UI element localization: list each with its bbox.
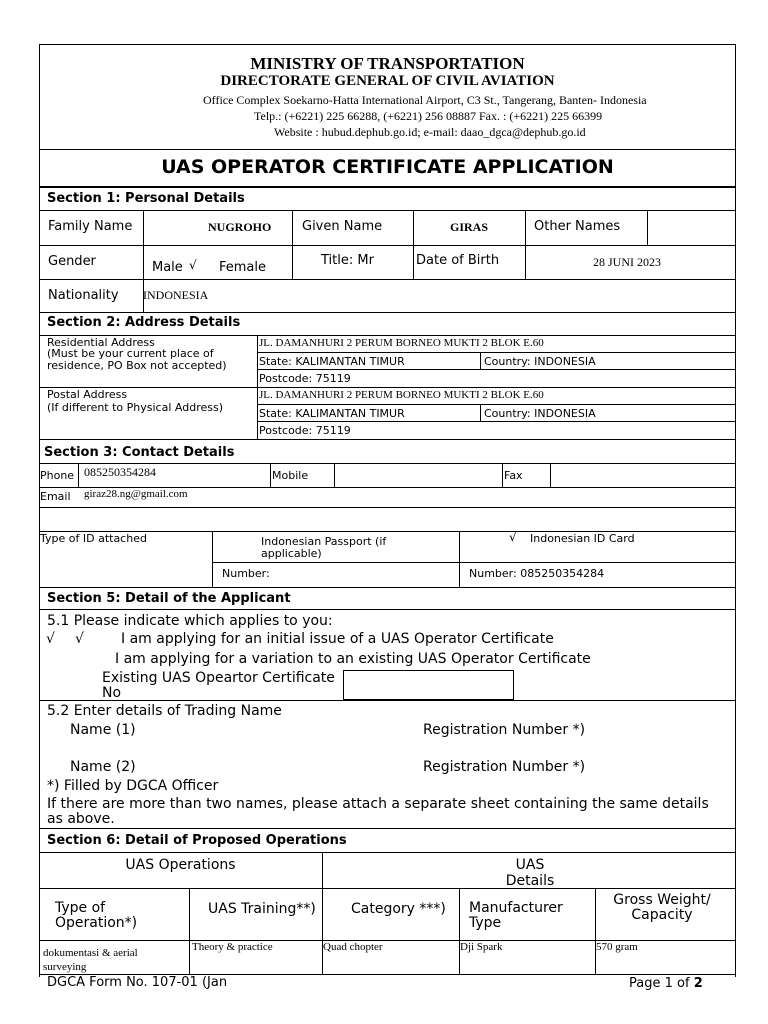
row-gross-weight[interactable]: 570 gram — [596, 941, 638, 953]
nationality-label: Nationality — [48, 288, 119, 303]
postal-country[interactable]: Country: INDONESIA — [484, 407, 596, 420]
mobile-label: Mobile — [272, 469, 309, 482]
check-mark-1: √ — [46, 631, 55, 647]
col-manufacturer-type: Manufacturer Type — [469, 900, 563, 931]
existing-certificate-label: Existing UAS Opeartor Certificate No — [102, 670, 335, 701]
postal-street[interactable]: JL. DAMANHURI 2 PERUM BORNEO MUKTI 2 BLOK E.60 — [259, 389, 544, 401]
divider — [270, 463, 271, 487]
divider — [459, 888, 460, 974]
title-label: Title: Mr — [321, 253, 374, 268]
other-names-label: Other Names — [534, 219, 621, 234]
header-address: Office Complex Soekarno-Hatta International Airport, C3 St., Tangerang, Banten- Indonesia — [203, 93, 647, 107]
trading-name-1[interactable]: Name (1) — [70, 722, 136, 738]
residential-postcode[interactable]: Postcode: 75119 — [259, 372, 351, 385]
q52-label: 5.2 Enter details of Trading Name — [47, 703, 282, 719]
page-prefix: Page — [629, 976, 665, 991]
divider — [78, 463, 79, 487]
postal-state[interactable]: State: KALIMANTAN TIMUR — [259, 407, 405, 420]
id-card-number[interactable]: Number: 085250354284 — [469, 567, 605, 580]
divider — [39, 439, 736, 440]
gender-label: Gender — [48, 254, 96, 269]
divider — [39, 587, 736, 588]
divider — [39, 609, 736, 610]
outer-border-right — [735, 44, 736, 977]
divider — [292, 210, 293, 279]
divider — [39, 852, 736, 853]
mobile-field[interactable] — [335, 464, 501, 486]
divider — [525, 210, 526, 279]
passport-option[interactable]: Indonesian Passport (if applicable) — [261, 535, 387, 560]
fax-label: Fax — [504, 469, 523, 482]
residential-street[interactable]: JL. DAMANHURI 2 PERUM BORNEO MUKTI 2 BLOK E.60 — [259, 337, 544, 349]
initial-issue-option[interactable]: I am applying for an initial issue of a UAS Operator Certificate — [121, 631, 554, 647]
footer-form-number: DGCA Form No. 107-01 (Jan — [47, 975, 228, 990]
postal-postcode[interactable]: Postcode: 75119 — [259, 424, 351, 437]
row-category[interactable]: Quad chopter — [323, 941, 383, 953]
page-current: 1 — [664, 976, 673, 991]
id-card-check: √ — [509, 530, 517, 544]
divider — [459, 531, 460, 587]
residential-label: Residential Address — [47, 336, 155, 349]
form-title: UAS OPERATOR CERTIFICATE APPLICATION — [161, 156, 614, 178]
passport-number-label[interactable]: Number: — [222, 567, 270, 580]
section2-title: Section 2: Address Details — [47, 315, 241, 330]
uas-operations-header: UAS Operations — [125, 857, 236, 873]
nationality-value[interactable]: INDONESIA — [143, 288, 209, 302]
divider — [257, 404, 736, 405]
divider — [322, 852, 323, 889]
id-card-option[interactable]: Indonesian ID Card — [530, 532, 635, 545]
divider — [189, 888, 190, 974]
divider — [257, 369, 736, 370]
uas-details-header: UAS Details — [505, 857, 555, 889]
male-check: √ — [189, 258, 197, 272]
attach-note: If there are more than two names, please attach a separate sheet containing the same details as above. — [47, 796, 709, 827]
divider — [212, 531, 213, 587]
postal-note: (If different to Physical Address) — [47, 401, 223, 414]
divider — [39, 312, 736, 313]
col-category: Category ***) — [351, 901, 446, 917]
row-type-of-operation[interactable]: dokumentasi & aerial surveying — [43, 947, 138, 973]
divider — [39, 507, 736, 508]
directorate-title: DIRECTORATE GENERAL OF CIVIL AVIATION — [220, 73, 555, 89]
fax-field[interactable] — [551, 464, 734, 486]
page-of: of — [672, 976, 694, 991]
divider — [39, 186, 736, 188]
section3-title: Section 3: Contact Details — [44, 445, 235, 460]
divider — [502, 463, 503, 487]
divider — [413, 210, 414, 279]
male-label[interactable]: Male — [152, 260, 183, 275]
page-total: 2 — [693, 976, 703, 991]
dob-value[interactable]: 28 JUNI 2023 — [593, 255, 661, 269]
registration-number-1[interactable]: Registration Number *) — [423, 722, 586, 738]
id-type-label: Type of ID attached — [40, 532, 147, 545]
postal-label: Postal Address — [47, 388, 128, 401]
footer-page-number — [629, 976, 703, 991]
section6-title: Section 6: Detail of Proposed Operations — [47, 833, 347, 848]
divider — [595, 888, 596, 974]
divider — [480, 404, 481, 421]
row-manufacturer[interactable]: Dji Spark — [460, 941, 503, 953]
existing-certificate-box[interactable] — [343, 670, 514, 700]
female-label[interactable]: Female — [219, 260, 267, 275]
family-name-label: Family Name — [48, 219, 133, 234]
given-name-value[interactable]: GIRAS — [450, 220, 489, 234]
header-website: Website : hubud.dephub.go.id; e-mail: daao_dgca@dephub.go.id — [274, 125, 586, 139]
divider — [257, 421, 736, 422]
email-value[interactable]: giraz28.ng@gmail.com — [84, 488, 188, 500]
col-type-of-operation: Type of Operation*) — [55, 900, 138, 931]
divider — [39, 387, 736, 388]
divider — [257, 352, 736, 353]
divider — [322, 888, 323, 974]
phone-value[interactable]: 085250354284 — [84, 465, 156, 479]
col-gross-weight: Gross Weight/ Capacity — [613, 892, 711, 923]
divider — [480, 352, 481, 369]
residential-state[interactable]: State: KALIMANTAN TIMUR — [259, 355, 405, 368]
dgca-note: *) Filled by DGCA Officer — [47, 778, 219, 794]
divider — [212, 562, 736, 563]
email-label: Email — [40, 490, 71, 503]
divider — [39, 149, 736, 150]
divider — [39, 888, 736, 889]
trading-name-2[interactable]: Name (2) — [70, 759, 136, 775]
outer-border-top — [39, 44, 736, 45]
check-mark-2: √ — [75, 631, 84, 647]
registration-number-2[interactable]: Registration Number *) — [423, 759, 586, 775]
family-name-value[interactable]: NUGROHO — [208, 220, 272, 234]
q51-label: 5.1 Please indicate which applies to you: — [47, 613, 333, 629]
section1-title: Section 1: Personal Details — [47, 191, 245, 206]
header-telp: Telp.: (+6221) 225 66288, (+6221) 256 08887 Fax. : (+6221) 225 66399 — [254, 109, 603, 123]
residential-note: (Must be your current place of residence, PO Box not accepted) — [47, 347, 227, 372]
variation-option[interactable]: I am applying for a variation to an existing UAS Operator Certificate — [115, 651, 591, 667]
divider — [39, 828, 736, 829]
dob-label: Date of Birth — [416, 253, 500, 268]
outer-border-left — [39, 44, 40, 977]
phone-label: Phone — [40, 469, 75, 482]
section5-title: Section 5: Detail of the Applicant — [47, 591, 291, 606]
given-name-label: Given Name — [302, 219, 383, 234]
ministry-title: MINISTRY OF TRANSPORTATION — [250, 54, 525, 73]
residential-country[interactable]: Country: INDONESIA — [484, 355, 596, 368]
row-uas-training[interactable]: Theory & practice — [192, 941, 273, 953]
other-names-field[interactable] — [648, 211, 734, 244]
col-uas-training: UAS Training**) — [208, 901, 316, 917]
